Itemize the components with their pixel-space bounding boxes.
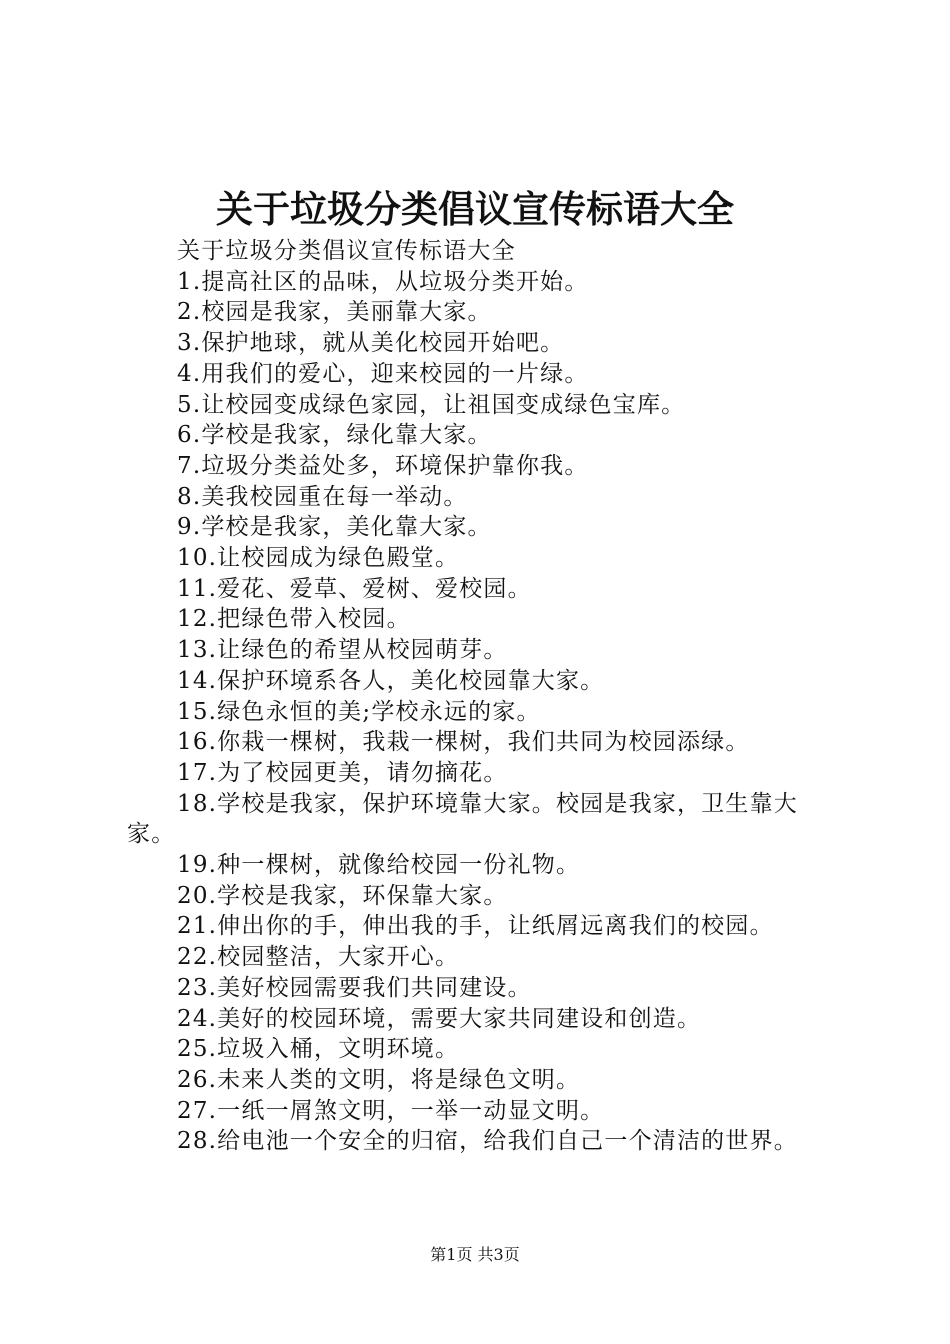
paragraph: 4.用我们的爱心，迎来校园的一片绿。	[177, 360, 589, 387]
paragraph: 18.学校是我家，保护环境靠大家。校园是我家，卫生靠大家。	[127, 790, 798, 848]
paragraph: 19.种一棵树，就像给校园一份礼物。	[177, 852, 581, 879]
paragraph: 26.未来人类的文明，将是绿色文明。	[177, 1066, 581, 1093]
paragraph: 7.垃圾分类益处多，环境保护靠你我。	[177, 452, 589, 479]
paragraph: 5.让校园变成绿色家园，让祖国变成绿色宝库。	[177, 391, 686, 418]
paragraph: 3.保护地球，就从美化校园开始吧。	[177, 330, 565, 357]
paragraph: 12.把绿色带入校园。	[177, 606, 411, 633]
paragraph: 20.学校是我家，环保靠大家。	[177, 882, 508, 909]
page-footer: 第1页 共3页	[430, 1245, 520, 1264]
paragraph: 25.垃圾入桶，文明环境。	[177, 1036, 460, 1063]
document-body	[127, 236, 832, 1157]
paragraph: 27.一纸一屑煞文明，一举一动显文明。	[177, 1097, 605, 1124]
paragraph: 17.为了校园更美，请勿摘花。	[177, 759, 508, 786]
paragraph: 13.让绿色的希望从校园萌芽。	[177, 637, 508, 664]
paragraph: 1.提高社区的品味，从垃圾分类开始。	[177, 268, 589, 295]
paragraph: 11.爱花、爱草、爱树、爱校园。	[177, 575, 532, 602]
paragraph: 24.美好的校园环境，需要大家共同建设和创造。	[177, 1005, 702, 1032]
paragraph: 14.保护环境系各人，美化校园靠大家。	[177, 667, 605, 694]
paragraph: 关于垃圾分类倡议宣传标语大全	[177, 238, 516, 264]
paragraph: 15.绿色永恒的美;学校永远的家。	[177, 698, 541, 725]
paragraph: 21.伸出你的手，伸出我的手，让纸屑远离我们的校园。	[177, 913, 774, 940]
paragraph: 10.让校园成为绿色殿堂。	[177, 545, 460, 572]
paragraph: 2.校园是我家，美丽靠大家。	[177, 299, 492, 326]
paragraph: 23.美好校园需要我们共同建设。	[177, 974, 532, 1001]
paragraph: 8.美我校园重在每一举动。	[177, 483, 468, 510]
paragraph: 22.校园整洁，大家开心。	[177, 944, 460, 971]
paragraph: 9.学校是我家，美化靠大家。	[177, 514, 492, 541]
paragraph: 6.学校是我家，绿化靠大家。	[177, 422, 492, 449]
paragraph: 16.你栽一棵树，我栽一棵树，我们共同为校园添绿。	[177, 729, 750, 756]
paragraph: 28.给电池一个安全的归宿，给我们自己一个清洁的世界。	[177, 1128, 798, 1155]
document-title: 关于垃圾分类倡议宣传标语大全	[216, 187, 734, 231]
